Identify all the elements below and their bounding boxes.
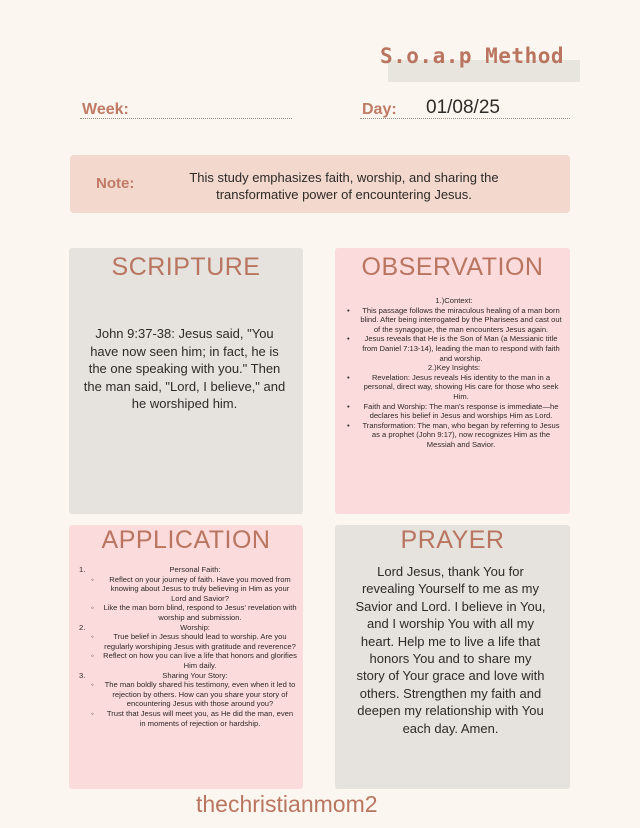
insights-list — [345, 373, 563, 450]
application-body — [79, 565, 297, 728]
prayer-title: PRAYER — [400, 526, 505, 554]
note-label: Note: — [96, 175, 135, 192]
footer-handle: thechristianmom2 — [196, 791, 378, 817]
list-item: • Revelation: Jesus reveals His identity to the man in a personal, direct way, showing His care for those who seek Him. — [345, 373, 563, 402]
application-title: APPLICATION — [101, 526, 271, 554]
application-panel — [69, 525, 303, 789]
title-area — [372, 44, 580, 82]
scripture-title: SCRIPTURE — [111, 253, 261, 281]
prayer-text: Lord Jesus, thank You for revealing Yourself to me as my Savior and Lord. I believe in You, and I worship You with all my heart. Help me to live a life that honors You and to share my story of Your grace and love with others. Strengthen my faith and deepen my relationship with You each day. Amen. — [355, 564, 546, 736]
observation-panel — [335, 248, 570, 514]
list-item: • This passage follows the miraculous healing of a man born blind. After being interrogated by the Pharisees and cast out of the synagogue, the man encounters Jesus again. — [345, 306, 563, 335]
list-item: ◦ Trust that Jesus will meet you, as He did the man, even in moments of rejection or hardship. — [79, 709, 297, 728]
note-text: This study emphasizes faith, worship, and sharing the transformative power of encountering Jesus. — [189, 170, 499, 202]
observation-heading-insights: 2.)Key Insights: — [427, 363, 481, 373]
section-heading: Sharing Your Story: — [162, 670, 228, 680]
application-section-heading — [79, 565, 297, 575]
list-item: ◦ Like the man born blind, respond to Jesus' revelation with worship and submission. — [79, 603, 297, 622]
list-item: • Transformation: The man, who began by referring to Jesus as a prophet (John 9:17), now recognizes Him as the Messiah and Savior. — [345, 421, 563, 450]
day-label: Day: — [362, 101, 397, 118]
day-value: 01/08/25 — [426, 97, 500, 118]
list-item: ◦ Reflect on your journey of faith. Have you moved from knowing about Jesus to truly believing in Him as your Lord and Savior? — [79, 575, 297, 604]
section-heading: Worship: — [180, 622, 210, 632]
observation-title: OBSERVATION — [361, 253, 544, 281]
list-item: • Faith and Worship: The man's response is immediate—he declares his belief in Jesus and worships Him as Lord. — [345, 402, 563, 421]
list-item: ◦ The man boldly shared his testimony, even when it led to rejection by others. How can you share your story of encountering Jesus with those around you? — [79, 680, 297, 709]
application-section-heading — [79, 623, 297, 633]
page-title: S.o.a.p Method — [380, 44, 565, 68]
section-number: 3. — [79, 670, 86, 680]
observation-body — [345, 296, 563, 450]
scripture-panel — [69, 248, 303, 514]
context-list — [345, 306, 563, 364]
section-number: 2. — [79, 622, 86, 632]
list-item: ◦ Reflect on how you can live a life that honors and glorifies Him daily. — [79, 651, 297, 670]
prayer-panel — [335, 525, 570, 789]
day-underline — [360, 118, 570, 119]
section-number: 1. — [79, 565, 86, 574]
note-box — [70, 155, 570, 213]
section-heading: Personal Faith: — [169, 565, 221, 574]
observation-heading-context: 1.)Context: — [435, 296, 473, 305]
week-underline — [80, 118, 292, 119]
list-item: ◦ True belief in Jesus should lead to worship. Are you regularly worshiping Jesus with gratitude and reverence? — [79, 632, 297, 651]
application-section-heading — [79, 671, 297, 681]
week-label: Week: — [82, 101, 129, 118]
list-item: • Jesus reveals that He is the Son of Man (a Messianic title from Daniel 7:13-14), leading the man to respond with faith and worship. — [345, 334, 563, 363]
scripture-text: John 9:37-38: Jesus said, "You have now seen him; in fact, he is the one speaking with you." Then the man said, "Lord, I believe," and he worshiped him. — [83, 326, 286, 411]
